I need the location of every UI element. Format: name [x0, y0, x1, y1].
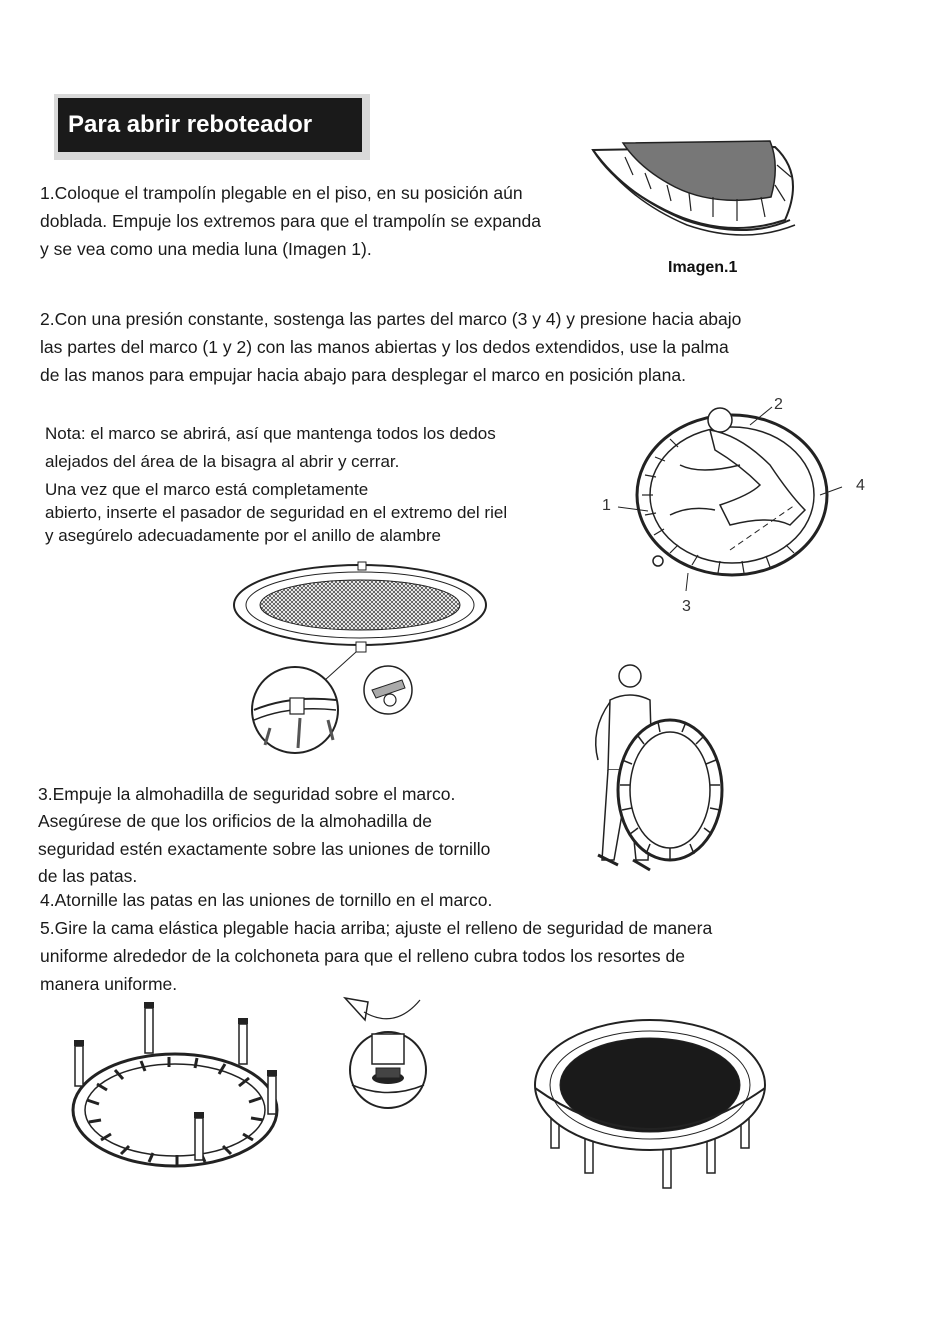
section-title-box: [54, 94, 370, 160]
note-line-4: abierto, inserte el pasador de seguridad en el extremo del riel: [45, 503, 508, 522]
note-line-3: Una vez que el marco está completamente: [45, 480, 369, 499]
frame-with-legs-illustration: [65, 1000, 290, 1185]
steps-line-4: de las patas.: [38, 866, 138, 886]
note-line-5: y asegúrelo adecuadamente por el anillo de alambre: [45, 526, 441, 545]
frame-label-4: 4: [856, 477, 865, 494]
frame-label-2: 2: [774, 396, 783, 413]
section-title: Para abrir reboteador: [58, 98, 362, 152]
folded-trampoline-illustration: [585, 135, 810, 245]
assembled-trampoline-illustration: [525, 1010, 765, 1195]
frame-label-3: 3: [682, 598, 691, 615]
step2-line-2: las partes del marco (1 y 2) con las manos abiertas y los dedos extendidos, use la palma: [40, 337, 729, 357]
note-line-1: Nota: el marco se abrirá, así que mantenga todos los dedos: [45, 424, 496, 443]
steps-line-1: 3.Empuje la almohadilla de seguridad sobre el marco.: [38, 784, 456, 804]
steps-line-3: seguridad estén exactamente sobre las uniones de tornillo: [38, 839, 491, 859]
step1-line-1: 1.Coloque el trampolín plegable en el piso, en su posición aún: [40, 183, 523, 203]
steps-line-8: manera uniforme.: [40, 974, 178, 994]
steps-line-6: 5.Gire la cama elástica plegable hacia arriba; ajuste el relleno de seguridad de manera: [40, 918, 713, 938]
image1-caption: Imagen.1: [668, 259, 738, 276]
step2-line-1: 2.Con una presión constante, sostenga las partes del marco (3 y 4) y presione hacia abajo: [40, 309, 742, 329]
step2-line-3: de las manos para empujar hacia abajo para desplegar el marco en posición plana.: [40, 365, 686, 385]
step1-line-3: y se vea como una media luna (Imagen 1).: [40, 239, 372, 259]
person-unfolding-frame-illustration: [620, 395, 850, 595]
leg-screw-detail-illustration: [340, 990, 435, 1115]
steps-line-7: uniforme alrededor de la colchoneta para que el relleno cubra todos los resortes de: [40, 946, 685, 966]
person-holding-trampoline-illustration: [578, 660, 728, 880]
steps-line-2: Asegúrese de que los orificios de la almohadilla de: [38, 811, 432, 831]
steps-line-5: 4.Atornille las patas en las uniones de tornillo en el marco.: [40, 890, 493, 910]
frame-label-1: 1: [602, 497, 611, 514]
note-line-2: alejados del área de la bisagra al abrir y cerrar.: [45, 452, 400, 471]
step1-line-2: doblada. Empuje los extremos para que el trampolín se expanda: [40, 211, 541, 231]
safety-pin-illustration: [230, 560, 495, 765]
